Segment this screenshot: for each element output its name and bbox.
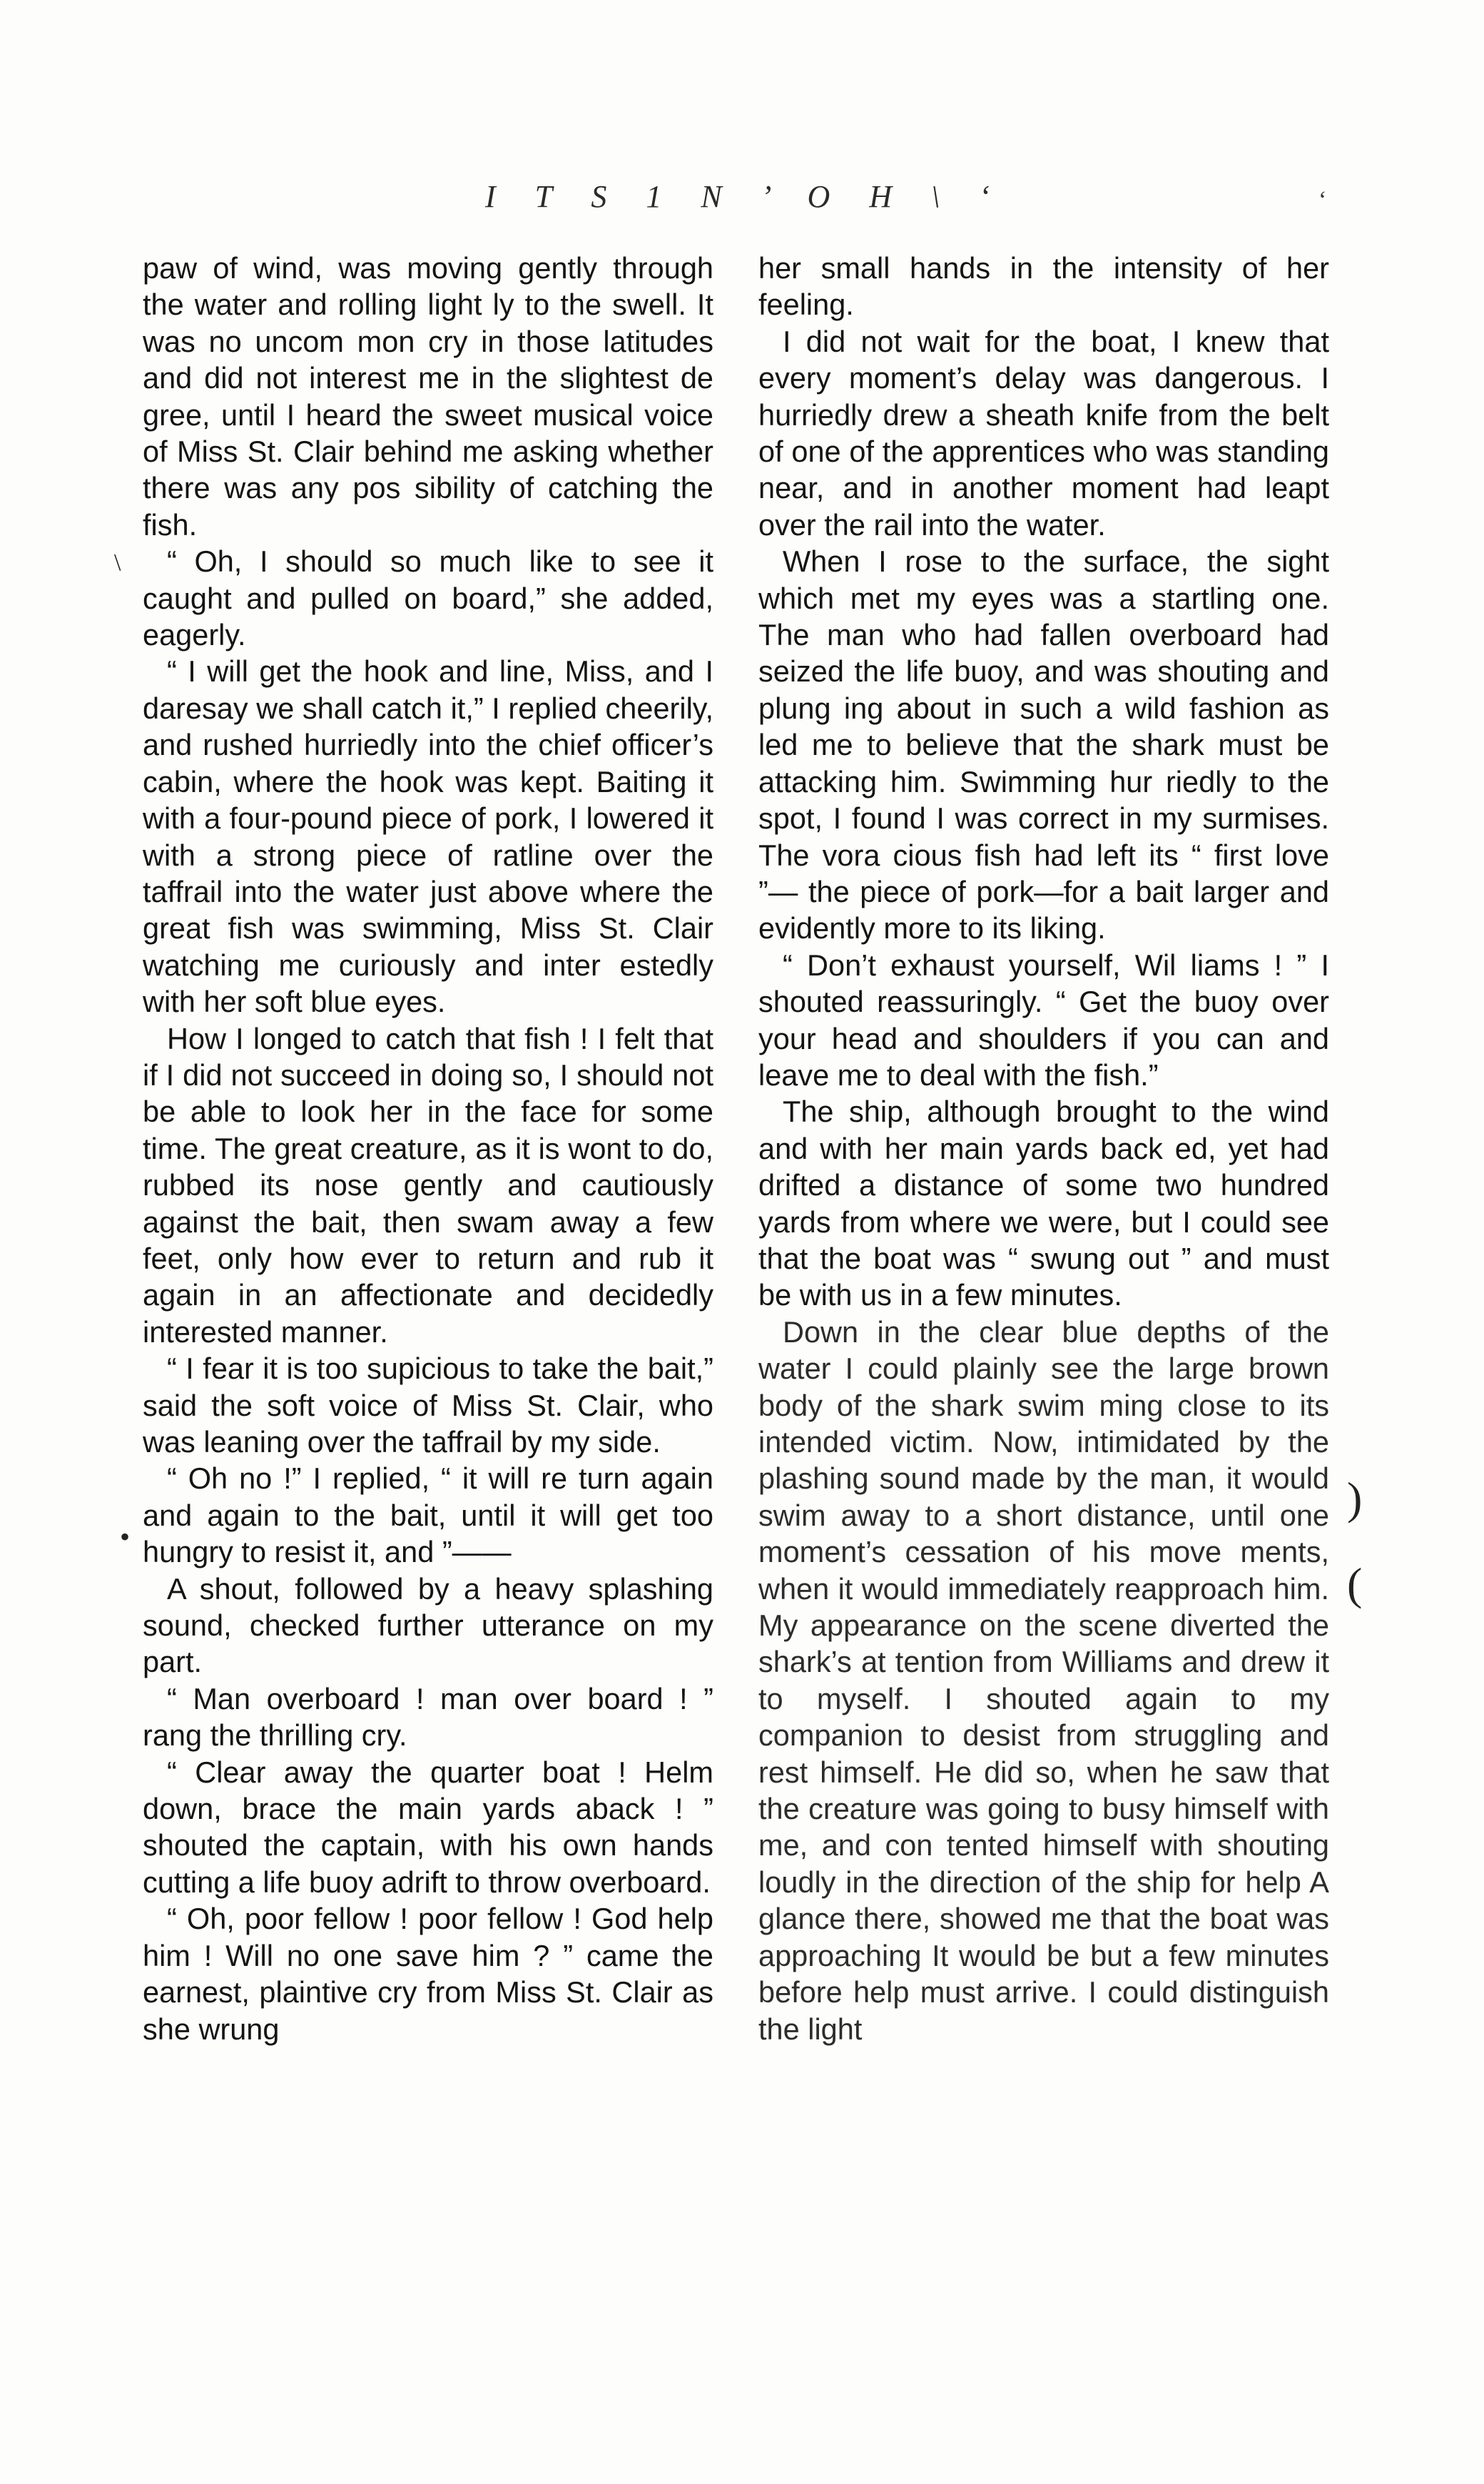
left-column xyxy=(143,250,713,2047)
paragraph: A shout, followed by a heavy splashing sound, checked further utterance on my part. xyxy=(143,1571,713,1679)
paragraph: Down in the clear blue depths of the water I could plainly see the large brown body of the shark swim ming close to its intended victim. Now, intimidated by the plashing sound made by the man, it would swim away to a short distance, until one moment’s cessation of his move ments, when it would immediately reapproach him. My appearance on the scene diverted the shark’s at tention from Williams and drew it to myself. I shouted again to my companion to desist from struggling and rest himself. He did so, when he saw that the creature was going to busy himself with me, and con tented himself with shouting loudly in the direction of the ship for help A glance there, showed me that the boat was approaching It would be but a few minutes before help must arrive. I could distinguish the light xyxy=(758,1314,1329,2046)
page-mark: ‘ xyxy=(1318,187,1327,213)
margin-mark-left: \ xyxy=(114,549,121,576)
paragraph: “ Oh, I should so much like to see it caught and pulled on board,” she added, eagerly. xyxy=(143,544,713,652)
paragraph: I did not wait for the boat, I knew that every moment’s delay was dangerous. I hurriedly drew a sheath knife from the belt of one of the apprentices who was standing near, and in another moment had leapt over the rail into the water. xyxy=(758,324,1329,542)
margin-mark-right: ) ( xyxy=(1347,1473,1363,1609)
paragraph: paw of wind, was moving gently through the water and rolling light ly to the swell. It was no uncom mon cry in those latitudes and did not interest me in the slightest de gree, until I heard the sweet musical voice of Miss St. Clair behind me asking whether there was any pos sibility of catching the fish. xyxy=(143,251,713,542)
paragraph: “ I will get the hook and line, Miss, and I daresay we shall catch it,” I replied cheerily, and rushed hurriedly into the chief officer’s cabin, where the hook was kept. Baiting it with a four-pound piece of pork, I lowered it with a strong piece of ratline over the taffrail into the water just above where the great fish was swimming, Miss St. Clair watching me curiously and inter estedly with her soft blue eyes. xyxy=(143,654,713,1019)
margin-mark-dot: • xyxy=(120,1521,131,1553)
paragraph: her small hands in the intensity of her feeling. xyxy=(758,251,1329,322)
paragraph: “ Oh, poor fellow ! poor fellow ! God help him ! Will no one save him ? ” came the earnest, plaintive cry from Miss St. Clair as she wrung xyxy=(143,1902,713,2046)
paragraph: The ship, although brought to the wind and with her main yards back ed, yet had drifted a distance of some two hundred yards from where we were, but I could see that the boat was “ swung out ” and must be with us in a few minutes. xyxy=(758,1095,1329,1312)
paragraph: “ I fear it is too supicious to take the bait,” said the soft voice of Miss St. Clair, who was leaning over the taffrail by my side. xyxy=(143,1352,713,1459)
running-header: I T S 1 N ’ O H \ ‘ xyxy=(485,179,1005,214)
paragraph: “ Man overboard ! man over board ! ” rang the thrilling cry. xyxy=(143,1681,713,1753)
paragraph: “ Oh no !” I replied, “ it will re turn again and again to the bait, until it will get too hungry to resist it, and ”—— xyxy=(143,1461,713,1569)
paragraph: “ Clear away the quarter boat ! Helm down, brace the main yards aback ! ” shouted the captain, with his own hands cutting a life buoy adrift to throw overboard. xyxy=(143,1755,713,1899)
paragraph: “ Don’t exhaust yourself, Wil liams ! ” I shouted reassuringly. “ Get the buoy over your head and shoulders if you can and leave me to deal with the fish.” xyxy=(758,948,1329,1092)
paragraph: How I longed to catch that fish ! I felt that if I did not succeed in doing so, I should not be able to look her in the face for some time. The great creature, as it is wont to do, rubbed its nose gently and cautiously against the bait, then swam away a few feet, only how ever to return and rub it again in an affectionate and decidedly interested manner. xyxy=(143,1021,713,1349)
paragraph: When I rose to the surface, the sight which met my eyes was a startling one. The man who had fallen overboard had seized the life buoy, and was shouting and plung ing about in such a wild fashion as led me to believe that the shark must be attacking him. Swimming hur riedly to the spot, I found I was correct in my surmises. The vora cious fish had left its “ first love ”— the piece of pork—for a bait larger and evidently more to its liking. xyxy=(758,544,1329,946)
right-column xyxy=(758,250,1329,2047)
